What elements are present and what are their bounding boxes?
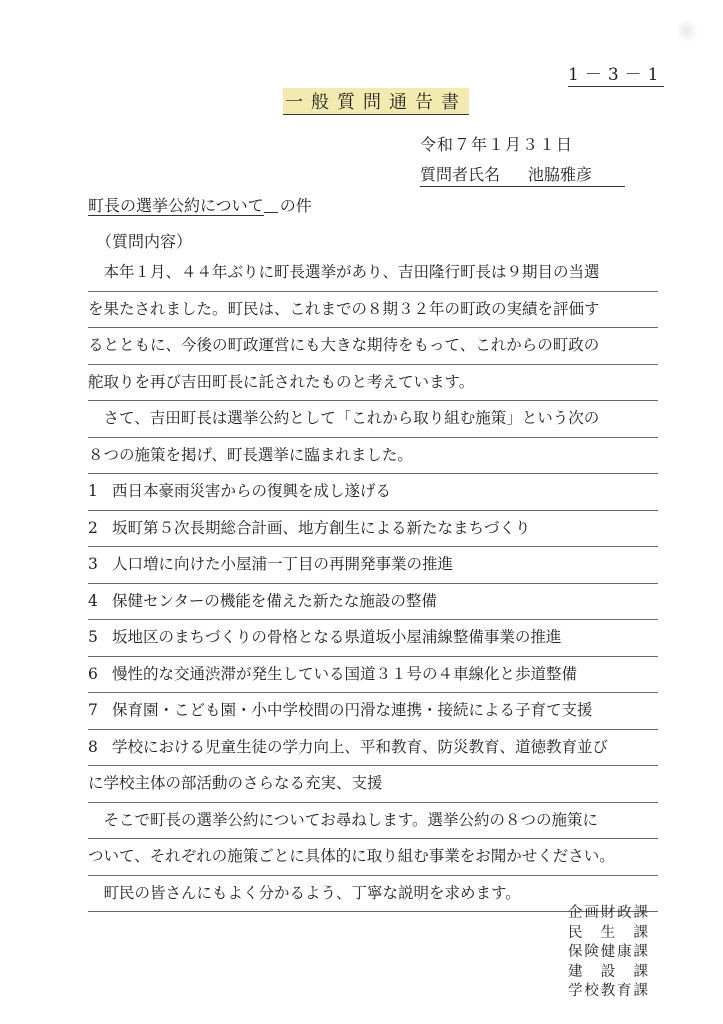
content-line: [88, 839, 658, 876]
subject-topic: 町長の選挙公約について: [88, 196, 264, 215]
content-line: [88, 292, 658, 329]
line-text: 町民の皆さんにもよく分かるよう、丁寧な説明を求めます。: [88, 883, 521, 902]
policy-number: 4: [88, 591, 98, 610]
policy-item: [88, 474, 658, 511]
line-text: 人口増に向けた小屋浦一丁目の再開発事業の推進: [112, 555, 454, 573]
content-line: [88, 803, 658, 840]
line-text: 慢性的な交通渋滞が発生している国道３１号の４車線化と歩道整備: [112, 664, 578, 683]
line-text: 西日本豪雨災害からの復興を成し遂げる: [112, 482, 392, 500]
policy-number: 5: [88, 628, 98, 646]
line-text: 保育園・こども園・小中学校間の円滑な連携・接続による子育て支援: [112, 701, 593, 719]
policy-item: [88, 511, 658, 548]
subject-suffix: の件: [279, 196, 312, 215]
department-name: 民生課: [568, 924, 648, 941]
department-name: 学校教育課: [568, 983, 648, 999]
subject: [88, 193, 312, 216]
policy-number: 7: [88, 701, 98, 719]
line-text: そこで町長の選挙公約についてお尋ねします。選挙公約の８つの施策に: [88, 810, 598, 829]
content-line: [88, 401, 658, 438]
policy-number: 8: [88, 737, 98, 756]
line-text: さて、吉田町長は選挙公約として「これから取り組む施策」という次の: [88, 409, 600, 427]
department-name: 建設課: [568, 963, 648, 980]
document-date: 令和７年１月３１日: [420, 135, 574, 154]
policy-item: [88, 620, 658, 657]
questioner-name: 池脇雅彦: [528, 165, 593, 184]
line-text: 舵取りを再び吉田町長に託されたものと考えています。: [88, 372, 475, 391]
line-text: 保健センターの機能を備えた新たな施設の整備: [112, 591, 437, 610]
document-number: 1－3－1: [568, 60, 664, 87]
questioner: [420, 162, 625, 187]
department-list: [568, 904, 648, 1002]
policy-number: 6: [88, 664, 98, 683]
questioner-label: 質問者氏名: [420, 165, 501, 184]
content-line: [88, 328, 658, 365]
line-text: ８つの施策を掲げ、町長選挙に臨まれました。: [88, 445, 413, 464]
line-text: 学校における児童生徒の学力向上、平和教育、防災教育、道徳教育並び: [112, 737, 609, 756]
line-text: 本年１月、４４年ぶりに町長選挙があり、吉田隆行町長は９期目の当選: [88, 263, 600, 281]
document-title: 一般質問通告書: [283, 88, 469, 115]
line-text: ついて、それぞれの施策ごとに具体的に取り組む事業をお聞かせください。: [88, 847, 615, 865]
policy-item: [88, 657, 658, 694]
policy-number: 1: [88, 482, 98, 500]
content-line: [88, 438, 658, 475]
subject-blank: [264, 198, 278, 213]
line-text: に学校主体の部活動のさらなる充実、支援: [88, 774, 383, 792]
policy-item: [88, 547, 658, 584]
content-line: [88, 365, 658, 402]
line-text: を果たされました。町民は、これまでの８期３２年の町政の実績を評価す: [88, 299, 600, 318]
question-content: [88, 255, 658, 912]
policy-number: 2: [88, 518, 98, 537]
scan-smudge: [676, 18, 698, 44]
content-line: [88, 255, 658, 292]
content-line: [88, 766, 658, 803]
department-name: 保険健康課: [568, 944, 648, 960]
policy-number: 3: [88, 555, 98, 573]
line-text: 坂町第５次長期総合計画、地方創生による新たなまちづくり: [112, 518, 531, 537]
section-label: （質問内容）: [96, 232, 193, 251]
policy-item: [88, 693, 658, 730]
line-text: 坂地区のまちづくりの骨格となる県道坂小屋浦線整備事業の推進: [112, 628, 562, 646]
line-text: るとともに、今後の町政運営にも大きな期待をもって、これからの町政の: [88, 336, 600, 354]
policy-item: [88, 584, 658, 621]
policy-item: [88, 730, 658, 767]
department-name: 企画財政課: [568, 905, 648, 921]
